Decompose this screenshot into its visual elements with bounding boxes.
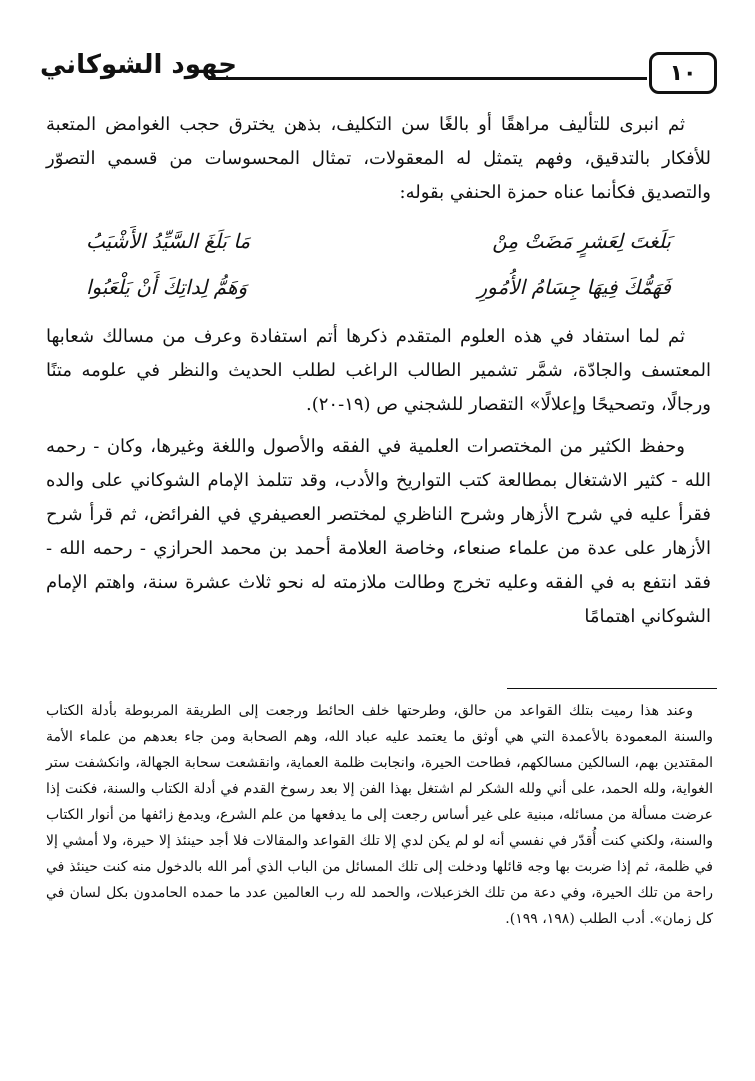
- paragraph-1: ثم انبرى للتأليف مراهقًا أو بالغًا سن التكليف، بذهن يخترق حجب الغوامض المتعبة للأفكار بالتدقيق، وفهم يتمثل له المعقولات، تمثال المحسوسات من قسمي التصوّر والتصديق فكأنما عناه حمزة الحنفي بقوله:: [46, 114, 711, 203]
- poem-hemistich-1b: مَا بَلَغَ السَّيِّدُ الأَشْيَبُ: [86, 229, 251, 253]
- page-header: [40, 44, 717, 104]
- poem-verse-1: [86, 218, 671, 264]
- paragraph-2: ثم لما استفاد في هذه العلوم المتقدم ذكرها أتم استفادة وعرف من مسالك شعابها المعتسف والجادّة، شمَّر تشمير الطالب الراغب لطلب الحديث والنظر في علومه متنًا ورجالًا، وتصحيحًا وإعلالًا» التقصار للشجني ص (١٩-٢٠).: [46, 326, 711, 415]
- poem-hemistich-1a: بَلَغتَ لِعَشرٍ مَضَتْ مِنْ: [492, 229, 671, 253]
- footnote: [46, 698, 713, 932]
- poem-verse-2: [86, 264, 671, 310]
- footnote-text: وعند هذا رميت بتلك القواعد من حالق، وطرحتها خلف الحائط ورجعت إلى الطريقة المربوطة بأدلة الكتاب والسنة المعمودة بالأعمدة التي هي أوثق ما يعتمد عليه عباد الله، وهم الصحابة ومن جاء بعدهم من علماء الأمة المقتدين بهم، السالكين مسالكهم، فطاحت الحيرة، وانجابت ظلمة العماية، وانقشعت سحابة الجهالة، وانكشفت ستر الغواية، ولله الحمد، على أني ولله الشكر لم اشتغل بهذا الفن إلا بعد رسوخ القدم في أدلة الكتاب والسنة، فكنت إذا عرضت مسألة من مسائله، مبنية على غير أساس رجعت إلى ما يدفعها من علم الشرع، ويدمغ زائفها من أنوار الكتاب والسنة، ولكني كنت أُقدّر في نفسي أنه لو لم يكن لدي إلا تلك القواعد والمقالات فلا أجد حينئذ إلا حيرة، ولا أمشي إلا في ظلمة، ثم إذا ضربت بها وجه قائلها ودخلت إلى تلك المسائل من الباب الذي أمر الله بالدخول منه كنت حينئذ في راحة من تلك الحيرة، وفي دعة من تلك الخزعبلات، والحمد لله رب العالمين عدد ما حمده الحامدون بكل لسان في كل زمان». أدب الطلب (١٩٨، ١٩٩).: [46, 703, 713, 927]
- paragraph-3: وحفظ الكثير من المختصرات العلمية في الفقه والأصول واللغة وغيرها، وكان - رحمه الله - كثير الاشتغال بمطالعة كتب التواريخ والأدب، وقد تتلمذ الإمام الشوكاني على والده فقرأ عليه في شرح الأزهار وشرح الناظري لمختصر العصيفري في الفرائض، ثم قرأ شرح الأزهار على عدة من علماء صنعاء، وخاصة العلامة أحمد بن محمد الحرازي - رحمه الله - فقد انتفع به في الفقه وعليه تخرج وطالت ملازمته له نحو ثلاث عشرة سنة، واهتم الإمام الشوكاني اهتمامًا: [46, 436, 711, 627]
- running-title: جهود الشوكاني: [40, 50, 237, 80]
- footnote-separator: [507, 688, 717, 689]
- poem: [46, 218, 711, 310]
- page-number: ١٠: [649, 52, 717, 94]
- poem-hemistich-2a: فَهَمُّكَ فِيهَا جِسَامُ الأُمُورِ: [477, 275, 671, 299]
- poem-hemistich-2b: وَهَمُّ لِداتِكَ أَنْ يَلْعَبُوا: [86, 275, 248, 299]
- header-rule: [208, 77, 647, 80]
- main-text: [46, 108, 711, 642]
